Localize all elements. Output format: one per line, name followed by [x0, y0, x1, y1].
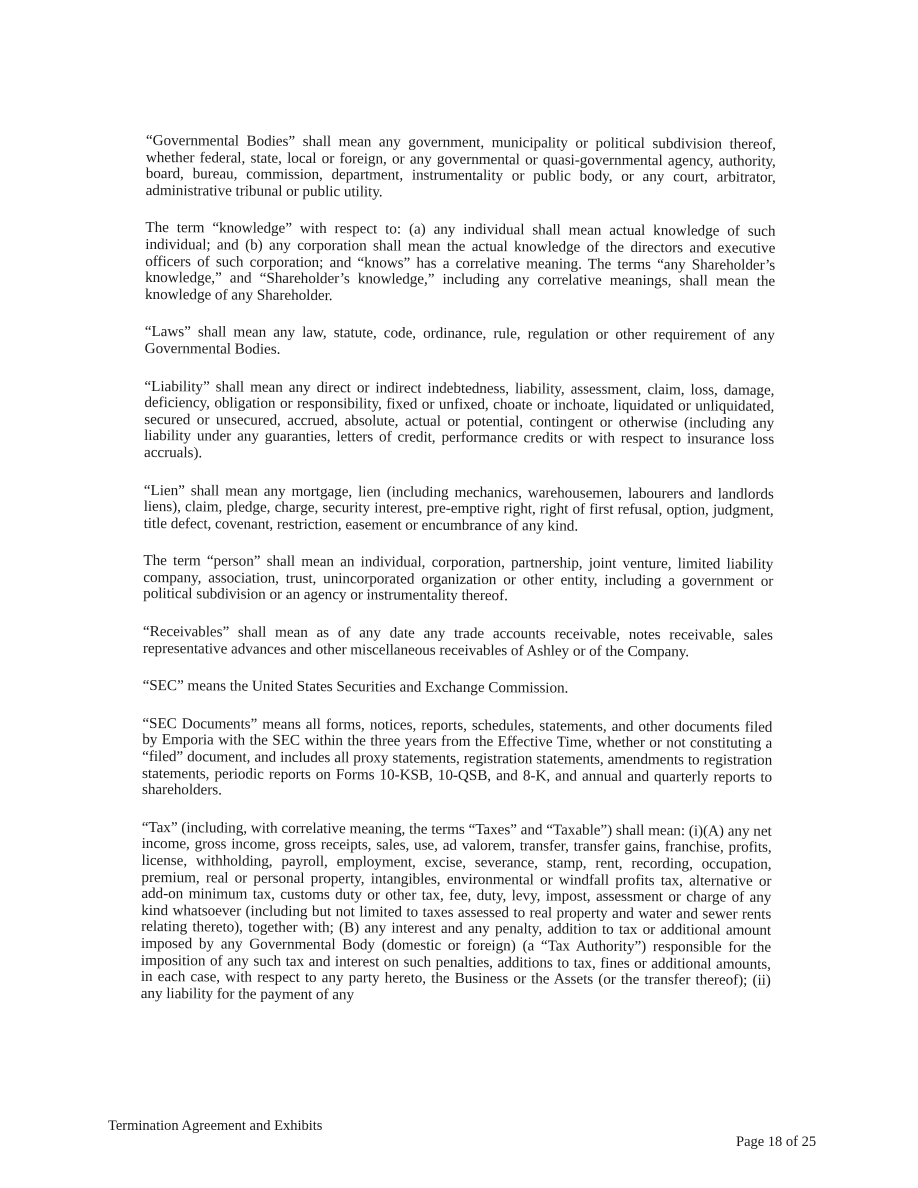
- definition-lien: “Lien” shall mean any mortgage, lien (including mechanics, warehousemen, labourers and landlords liens), claim, pledge, charge, security interest, pre-emptive right, right of first refusal, option, judgment, title defect, covenant, restriction, easement or encumbrance of any kind.: [143, 481, 774, 535]
- definition-liability: “Liability” shall mean any direct or indirect indebtedness, liability, assessment, claim, loss, damage, deficiency, obligation or responsibility, fixed or unfixed, choate or inchoate, liquidated or unliquidated, secured or unsecured, accrued, absolute, actual or potential, contingent or otherwise (including any liability under any guaranties, letters of credit, performance credits or with respect to insurance loss accruals).: [143, 377, 775, 462]
- footer-document-title: Termination Agreement and Exhibits: [108, 1118, 323, 1134]
- definition-tax: “Tax” (including, with correlative meaning, the terms “Taxes” and “Taxable”) shall mean: (i)(A) any net income, gross income, gross receipts, sales, use, ad valorem, transfer, transfer gains, franchise, profits, license, withholding, payroll, employment, excise, severance, stamp, rent, recording, occupation, premium, real or personal property, intangibles, environmental or windfall profits tax, alternative or add-on minimum tax, customs duty or other tax, fee, duty, levy, impost, assessment or charge of any kind whatsoever (including but not limited to taxes assessed to real property and water and sewer rents relating thereto), together with; (B) any interest and any penalty, addition to tax or additional amount imposed by any Governmental Body (domestic or foreign) (a “Tax Authority”) responsible for the imposition of any such tax and interest on such penalties, additions to tax, fines or additional amounts, in each case, with respect to any party hereto, the Business or the Assets (or the transfer thereof); (ii) any liability for the payment of any: [140, 818, 772, 1004]
- definition-person: The term “person” shall mean an individual, corporation, partnership, joint venture, limited liability company, association, trust, unincorporated organization or other entity, including a government or political subdivision or an agency or instrumentality thereof.: [143, 552, 774, 605]
- definition-sec-documents: “SEC Documents” means all forms, notices, reports, schedules, statements, and other documents filed by Emporia with the SEC within the three years from the Effective Time, whether or not constituting a “filed” document, and includes all proxy statements, registration statements, amendments to registration statements, periodic reports on Forms 10-KSB, 10-QSB, and 8-K, and annual and quarterly reports to shareholders.: [141, 714, 773, 799]
- definition-receivables: “Receivables” shall mean as of any date any trade accounts receivable, notes receivable, sales representative advances and other miscellaneous receivables of Ashley or of the Company.: [142, 623, 773, 660]
- definition-governmental-bodies: “Governmental Bodies” shall mean any government, municipality or political subdivision thereof, whether federal, state, local or foreign, or any governmental or quasi-governmental agency, authority, board, bureau, commission, department, instrumentality or public body, or any court, arbitrator, administrative tribunal or public utility.: [145, 132, 776, 201]
- definition-laws: “Laws” shall mean any law, statute, code, ordinance, rule, regulation or other requirement of any Governmental Bodies.: [144, 323, 775, 358]
- footer-page-number: Page 18 of 25: [736, 1134, 817, 1150]
- definitions-section: [141, 133, 776, 1027]
- definition-sec: “SEC” means the United States Securities and Exchange Commission.: [142, 677, 569, 697]
- definition-knowledge: The term “knowledge” with respect to: (a) any individual shall mean actual knowledge of such individual; and (b) any corporation shall mean the actual knowledge of the directors and executive officers of such corporation; and “knows” has a correlative meaning. The terms “any Shareholder’s knowledge,” and “Shareholder’s knowledge,” including any correlative meanings, shall mean the knowledge of any Shareholder.: [144, 219, 776, 304]
